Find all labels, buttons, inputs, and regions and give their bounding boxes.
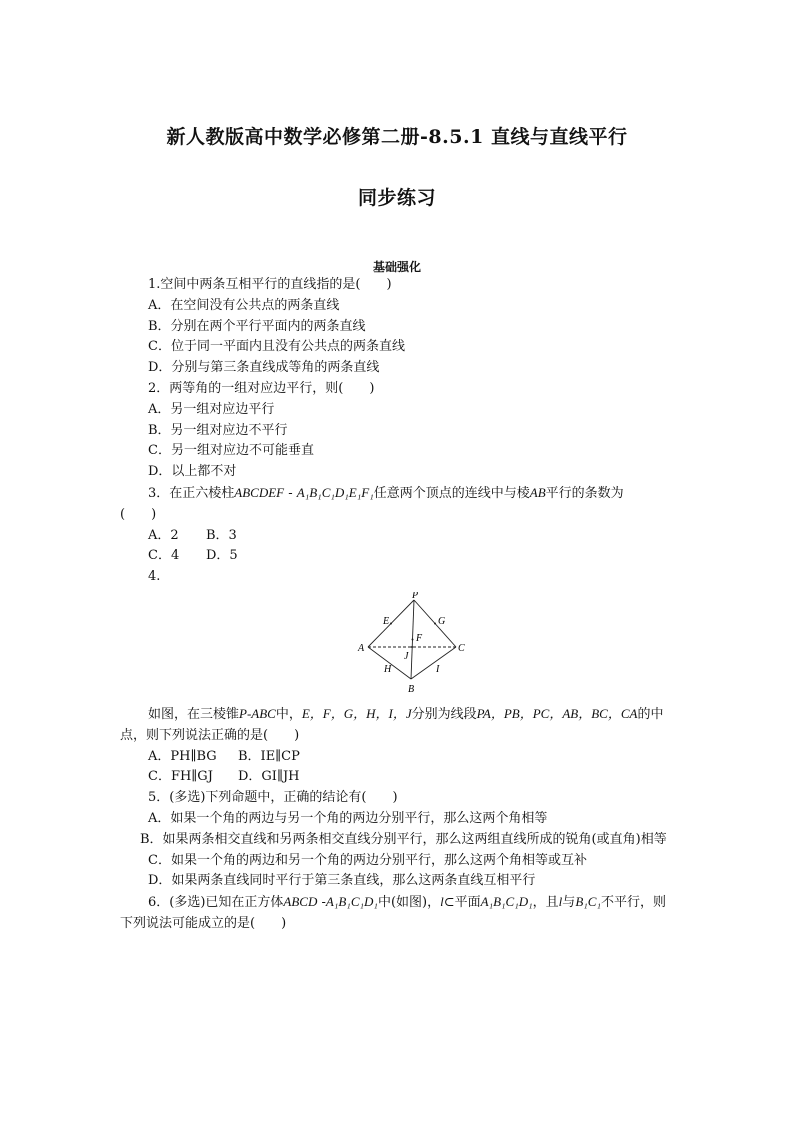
page-subtitle: 同步练习 [357, 187, 436, 209]
q2-option-a: A．另一组对应边平行 [148, 401, 275, 417]
question-list [120, 275, 676, 935]
q5-option-d: D．如果两条直线同时平行于第三条直线，那么这两条直线互相平行 [148, 873, 536, 889]
q6-cube-top: A₁B₁C₁D₁ [325, 894, 378, 910]
q1-option-a: A．在空间没有公共点的两条直线 [148, 297, 340, 313]
q4-stem-pre: 如图，在三棱锥 [148, 706, 240, 722]
q3-paren: ( ) [120, 506, 157, 522]
q6-plane: A₁B₁C₁D₁ [480, 894, 533, 910]
point-g [434, 622, 436, 624]
q3-option-b: B．3 [206, 527, 237, 543]
q3-stem [120, 483, 676, 505]
q3-suffix: 平行的条数为 [545, 485, 624, 501]
label-j: J [404, 650, 409, 662]
q3-option-a: A．2 [148, 527, 179, 543]
q6-mid1: 中(如图)， [377, 895, 441, 911]
q6-cube: ABCD [283, 894, 318, 910]
q4-number: 4. [148, 569, 161, 585]
q4-options-row2 [120, 767, 676, 788]
q4-option-b: B．IE∥CP [238, 748, 300, 764]
label-g: G [438, 615, 446, 627]
q3-mid: 任意两个顶点的连线中与棱 [373, 485, 530, 501]
q4-pyramid: P-ABC [239, 705, 276, 721]
q3-prism: ABCDEF [234, 484, 285, 500]
q1-option-c: C．位于同一平面内且没有公共点的两条直线 [148, 339, 405, 355]
label-c: C [458, 642, 465, 654]
edge-bc [411, 647, 456, 679]
q6-dash: - [317, 895, 326, 911]
q2-stem: 2．两等角的一组对应边平行，则( ) [148, 380, 375, 396]
q3-edge: AB [529, 484, 546, 500]
q6-line: l [440, 894, 444, 910]
q3-option-d: D．5 [206, 548, 238, 564]
q4-stem-end: 的中点，则下列说法正确的是( ) [120, 706, 664, 743]
q6-line2: l [558, 894, 563, 910]
q5-option-c: C．如果一个角的两边和另一个角的两边分别平行，那么这两个角相等或互补 [148, 852, 587, 868]
q3-prism-top: A₁B₁C₁D₁E₁F₁ [296, 484, 374, 500]
q3-options-row2 [120, 546, 676, 567]
label-f: F [416, 632, 423, 644]
q4-option-a: A．PH∥BG [148, 748, 217, 764]
q6-end: 不平行，则下列说法可能成立的是( ) [120, 895, 666, 931]
q5-option-b: B．如果两条相交直线和另两条相交直线分别平行，那么这两组直线所成的锐角(或直角)相等 [140, 831, 667, 847]
q3-options-row1 [120, 526, 676, 547]
q3-option-c: C．4 [148, 548, 180, 564]
point-j [411, 646, 413, 648]
page-title: 新人教版高中数学必修第二册-8.5.1 直线与直线平行 [166, 126, 628, 148]
q6-stem [120, 892, 676, 935]
q6-seg: B₁C₁ [575, 894, 601, 910]
q4-option-d: D．GI∥JH [238, 769, 300, 785]
q5-stem: 5．(多选)下列命题中，正确的结论有( ) [148, 790, 398, 806]
q1-option-b: B．分别在两个平行平面内的两条直线 [148, 318, 366, 334]
section-heading: 基础强化 [372, 260, 421, 274]
q2-option-c: C．另一组对应边不可能垂直 [148, 443, 314, 459]
q1-stem: 1.空间中两条互相平行的直线指的是( ) [148, 277, 392, 292]
q6-subset: ⊂平面 [443, 895, 481, 911]
pyramid-diagram [356, 592, 466, 702]
q4-stem-mid1: 中， [275, 706, 302, 722]
q4-pyramid-figure [120, 592, 676, 704]
q6-mid3: 与 [562, 895, 576, 911]
q4-points: E，F，G，H，I，J [301, 705, 412, 721]
point-e [390, 622, 392, 624]
point-f [412, 638, 414, 640]
label-e: E [383, 615, 390, 627]
q2-option-b: B．另一组对应边不平行 [148, 422, 288, 438]
q3-dash: - [284, 485, 297, 501]
label-a: A [358, 642, 365, 654]
label-i: I [436, 663, 440, 675]
q1-option-d: D．分别与第三条直线成等角的两条直线 [148, 360, 380, 376]
label-h: H [384, 663, 392, 675]
q4-options-row1 [120, 747, 676, 768]
q2-option-d: D．以上都不对 [148, 464, 237, 480]
q4-stem-mid2: 分别为线段 [411, 706, 477, 722]
label-p: P [412, 591, 419, 601]
q5-option-a: A．如果一个角的两边与另一个角的两边分别平行，那么这两个角相等 [148, 810, 548, 826]
q4-option-c: C．FH∥GJ [148, 769, 213, 785]
q3-prefix: 3．在正六棱柱 [148, 485, 235, 501]
q4-segments: PA，PB，PC，AB，BC，CA [476, 705, 638, 721]
q6-pre: 6．(多选)已知在正方体 [148, 895, 284, 911]
label-b: B [408, 683, 415, 695]
q4-stem [120, 704, 676, 747]
q6-mid2: ，且 [532, 895, 559, 911]
